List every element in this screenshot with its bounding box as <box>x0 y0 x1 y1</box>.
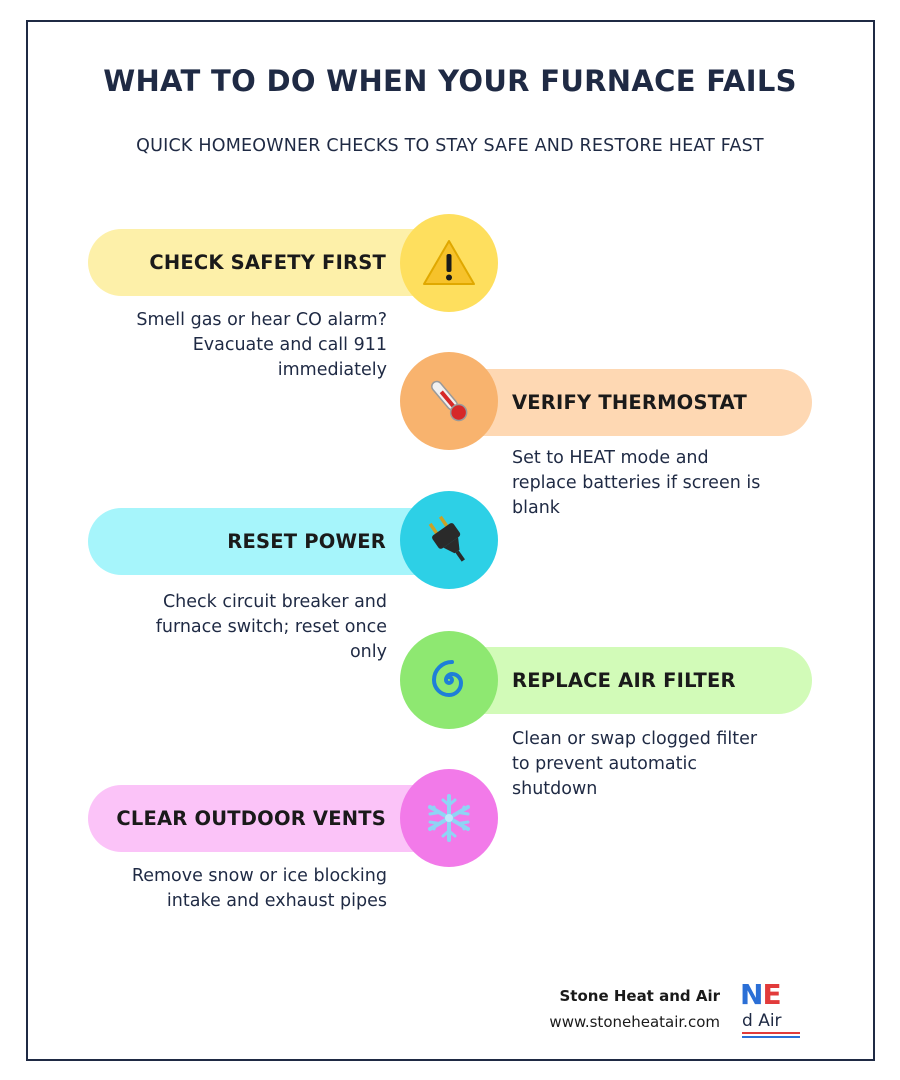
step-1-description <box>88 308 387 383</box>
logo-stripe <box>742 1036 800 1038</box>
company-name: Stone Heat and Air <box>559 987 720 1005</box>
step-5-label: CLEAR OUTDOOR VENTS <box>116 807 386 830</box>
step-1-description-line: Evacuate and call 911 <box>192 335 387 355</box>
step-2-description-line: replace batteries if screen is <box>512 473 761 493</box>
step-4-description-line: Clean or swap clogged filter <box>512 729 758 749</box>
logo-letter: N <box>740 978 763 1011</box>
power-plug-icon <box>424 514 474 566</box>
page-subtitle: QUICK HOMEOWNER CHECKS TO STAY SAFE AND RESTORE HEAT FAST <box>136 136 764 156</box>
step-3-description <box>88 590 387 665</box>
company-logo <box>740 980 802 1040</box>
thermometer-icon <box>424 375 474 427</box>
step-1-label: CHECK SAFETY FIRST <box>149 251 386 274</box>
step-2-circle <box>400 352 498 450</box>
step-3-description-line: only <box>349 642 387 662</box>
spiral-icon <box>426 657 472 703</box>
step-4-pill <box>450 647 812 714</box>
warning-icon <box>421 238 477 288</box>
step-2-description-line: blank <box>512 498 560 518</box>
step-5-pill <box>88 785 450 852</box>
page-title: WHAT TO DO WHEN YOUR FURNACE FAILS <box>103 64 797 98</box>
step-1-description-line: Smell gas or hear CO alarm? <box>136 310 387 330</box>
step-4-circle <box>400 631 498 729</box>
snowflake-icon <box>424 793 474 843</box>
step-5-description-line: Remove snow or ice blocking <box>131 866 387 886</box>
step-1-pill <box>88 229 450 296</box>
step-1-description-line: immediately <box>277 360 387 380</box>
step-2-description-line: Set to HEAT mode and <box>512 448 709 468</box>
logo-letters <box>740 980 781 1010</box>
step-5-description-line: intake and exhaust pipes <box>166 891 387 911</box>
step-2-pill <box>450 369 812 436</box>
step-5-description <box>88 864 387 914</box>
logo-letter: E <box>762 978 781 1011</box>
step-4-description-line: to prevent automatic <box>512 754 697 774</box>
step-1-circle <box>400 214 498 312</box>
step-3-label: RESET POWER <box>227 530 386 553</box>
step-3-pill <box>88 508 450 575</box>
step-3-description-line: Check circuit breaker and <box>162 592 387 612</box>
logo-stripe <box>742 1032 800 1034</box>
step-3-description-line: furnace switch; reset once <box>155 617 387 637</box>
step-2-description <box>512 446 812 521</box>
step-2-label: VERIFY THERMOSTAT <box>512 391 747 414</box>
step-4-description-line: shutdown <box>512 779 598 799</box>
step-3-circle <box>400 491 498 589</box>
step-5-circle <box>400 769 498 867</box>
logo-subtext: d Air <box>742 1011 782 1031</box>
step-4-label: REPLACE AIR FILTER <box>512 669 736 692</box>
company-website[interactable]: www.stoneheatair.com <box>549 1013 720 1031</box>
step-4-description <box>512 727 812 802</box>
